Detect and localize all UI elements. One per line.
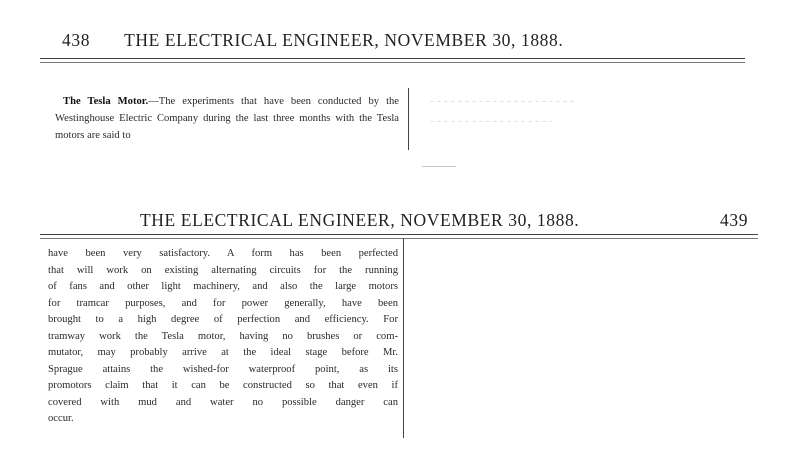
text-line: brought to a high degree of perfection and efficiency. For [48,314,398,325]
text-line: covered with mud and water no possible danger can [48,396,398,408]
header-rule [40,62,745,63]
page-number: 439 [720,210,749,230]
text-line: that will work on existing alternating circuits for the running [48,264,398,276]
publication-title: THE ELECTRICAL ENGINEER, NOVEMBER 30, 1888. [140,210,580,230]
article-heading: The Tesla Motor. [63,96,149,107]
running-header-bottom [140,210,780,231]
text-line: of fans and other light machinery, and also the large motors [48,281,398,292]
article-snippet [55,93,399,144]
article-continuation [48,246,398,428]
bleed-through-text: - - - - - - - - - - - - - - - - - - - - - [430,95,575,107]
article-text: —The experiments that have been conducted by the Westinghouse Electric Company during the last three months with the Tesla motors are said to [55,96,400,141]
header-rule [40,234,758,235]
text-line: tramway work the Tesla motor, having no brushes or com- [48,330,398,342]
text-line: mutator, may probably arrive at the ideal stage before Mr. [48,347,398,358]
text-line: Sprague attains the wished-for waterproof point, as its [48,363,398,375]
bleed-through-text: - - - - - - - - - - - - - - - - - - [430,115,554,127]
section-divider [422,166,456,167]
publication-title: THE ELECTRICAL ENGINEER, NOVEMBER 30, 1888. [124,30,564,50]
text-line: have been very satisfactory. A form has been perfected [48,248,398,259]
page-number: 438 [62,30,91,50]
header-rule [40,58,745,59]
text-line: for tramcar purposes, and for power generally, have been [48,297,398,309]
header-rule [40,238,758,239]
column-divider [408,88,409,150]
text-line: promotors claim that it can be constructed so that even if [48,380,398,391]
column-divider [403,238,404,438]
running-header-top [62,30,762,51]
text-line: occur. [48,413,74,424]
